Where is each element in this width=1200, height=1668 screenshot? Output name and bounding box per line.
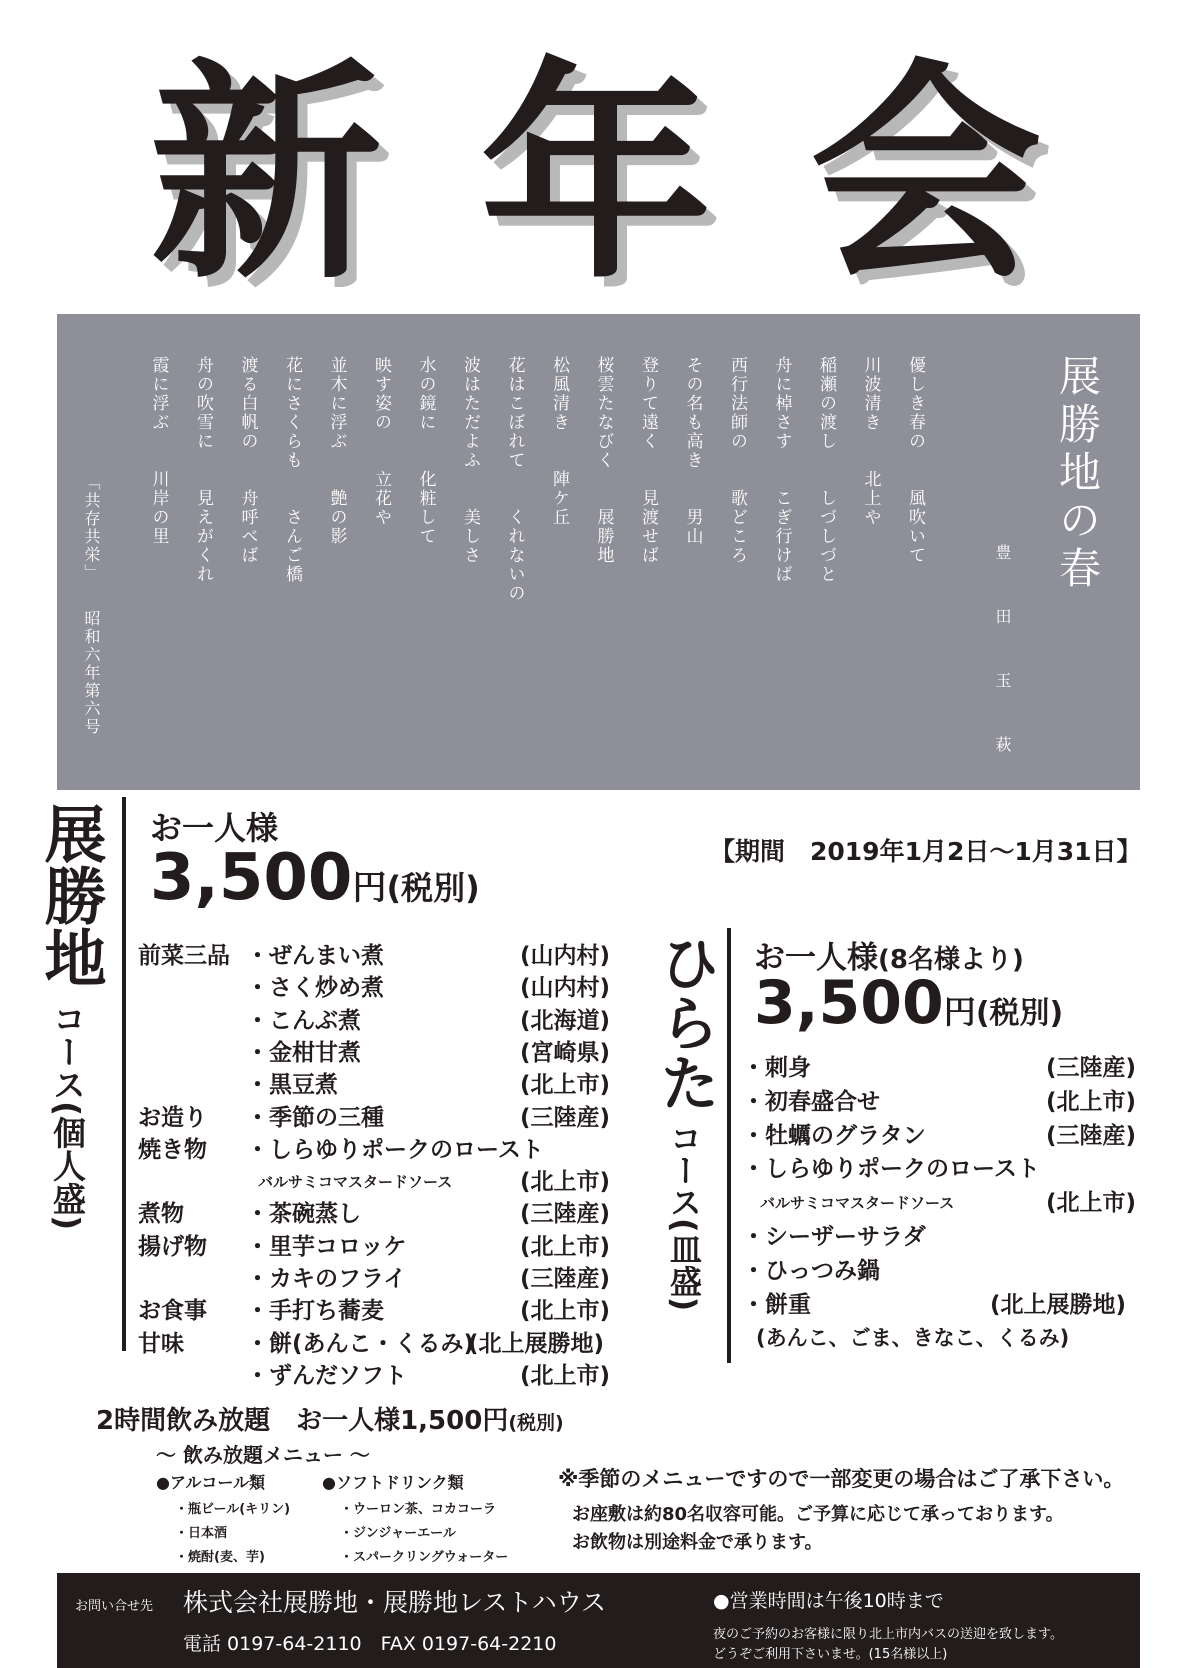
- poem-line: 稲瀬の渡し しづしづと: [816, 356, 836, 584]
- drinks-headline-price: 1,500円: [400, 1406, 509, 1436]
- course-a-price-value: 3,500: [150, 841, 353, 915]
- course-a-item: ・金柑甘煮: [246, 1039, 361, 1066]
- course-b-item: ・シーザーサラダ: [742, 1224, 926, 1250]
- title-char-2: 年: [480, 40, 713, 310]
- poem-line: 並木に浮ぶ 艶の影: [326, 356, 347, 546]
- note-seasonal: ※季節のメニューですので一部変更の場合はご了承下さい。: [558, 1467, 1125, 1491]
- course-a-origin: (北海道): [520, 1007, 611, 1034]
- poem-panel: [57, 314, 1140, 790]
- course-a-origin: (山内村): [520, 943, 611, 969]
- course-b-item: ・刺身: [742, 1055, 811, 1081]
- course-a-row: [138, 1295, 638, 1327]
- course-a-item: ・ぜんまい煮: [246, 943, 384, 969]
- course-a-row: [138, 1005, 638, 1037]
- course-b-row: [742, 1289, 1162, 1321]
- poem-line: 舟に棹さす こぎ行けば: [771, 356, 792, 584]
- drinks-soft-item: ・ウーロン茶、コカコーラ: [340, 1502, 497, 1517]
- course-a-per-person: お一人様: [150, 809, 279, 847]
- course-b-tax: (税別): [975, 996, 1064, 1031]
- course-a-origin: (北上市): [520, 1298, 611, 1325]
- poem-line: 西行法師の 歌どころ: [727, 356, 747, 565]
- poem-line: 舟の吹雪に 見えがくれ: [193, 356, 213, 584]
- contact-footer: [57, 1573, 1140, 1668]
- course-a-category: お造り: [138, 1104, 207, 1131]
- drinks-alcohol-item: ・焼酎(麦、芋): [175, 1550, 265, 1565]
- course-a-item: ・里芋コロッケ: [246, 1233, 407, 1260]
- course-a-row: [138, 1166, 638, 1198]
- poem-line: 波はただよふ 美しさ: [460, 356, 480, 565]
- course-a-origin: (三陸産): [520, 1266, 611, 1292]
- poem-author: 豊 田 玉 萩: [993, 544, 1012, 768]
- poem-title: 展勝地の春: [1053, 354, 1102, 594]
- course-a-row: [138, 1263, 638, 1295]
- course-b-item: ・しらゆりポークのロースト: [742, 1156, 1040, 1183]
- course-a-item: ・茶碗蒸し: [246, 1201, 361, 1228]
- poem-line: 松風清き 陣ケ丘: [549, 356, 569, 527]
- drinks-alcohol-item: ・瓶ビール(キリン): [175, 1502, 291, 1517]
- drinks-headline-tax: (税別): [508, 1412, 564, 1434]
- course-a-origin: (三陸産): [520, 1104, 611, 1131]
- poem-line: 登りて遠く 見渡せば: [638, 356, 658, 565]
- course-b-price: [754, 965, 1063, 1052]
- course-a-category: お食事: [138, 1298, 207, 1325]
- course-b-row: [742, 1153, 1162, 1185]
- phone-fax[interactable]: 電話 0197-64-2110 FAX 0197-64-2210: [183, 1633, 557, 1655]
- title-char-3: 会: [810, 40, 1043, 310]
- title-char-1: 新: [150, 40, 383, 310]
- course-a-item: ・餅(あんこ・くるみ): [246, 1330, 475, 1357]
- course-a-origin: (北上市): [520, 1169, 611, 1196]
- course-a-origin: (宮崎県): [520, 1039, 611, 1066]
- poem-line: 映す姿の 立花や: [371, 356, 391, 527]
- course-a-item: バルサミコマスタードソース: [258, 1173, 453, 1192]
- course-a-yen: 円: [352, 868, 387, 908]
- course-b-item: (あんこ、ごま、きなこ、くるみ): [756, 1326, 1070, 1351]
- drinks-soft-item: ・ジンジャーエール: [340, 1526, 456, 1541]
- course-a-row: [138, 1231, 638, 1263]
- course-b-per-person: お一人様: [754, 940, 878, 976]
- poem-line: 優しき春の 風吹いて: [905, 356, 925, 565]
- course-a-item: ・こんぶ煮: [246, 1007, 361, 1034]
- page-title: [150, 40, 1050, 310]
- period-label: 【期間 2019年1月2日〜1月31日】: [710, 837, 1142, 866]
- contact-label: お問い合せ先: [75, 1599, 154, 1614]
- poem-line: 花にさくらも さんご橋: [282, 356, 302, 584]
- course-a-origin: (北上市): [520, 1233, 611, 1260]
- course-a-suffix: コース(個人盛): [48, 1002, 87, 1231]
- course-b-note: (8名様より): [878, 945, 1024, 975]
- bus-service-note: 夜のご予約のお客様に限り北上市内バスの送迎を致します。: [713, 1627, 1063, 1642]
- course-b-row: [742, 1322, 1162, 1354]
- course-a-row: [138, 1328, 638, 1360]
- course-b-row: [742, 1187, 1162, 1219]
- course-a-row: [138, 1069, 638, 1101]
- course-a-name: 展勝地: [34, 802, 107, 988]
- course-a-row: [138, 1198, 638, 1230]
- poem-line: 花はこぼれて くれないの: [504, 356, 525, 603]
- course-b-origin: (北上市): [1046, 1088, 1137, 1115]
- poem-line: 川波清き 北上や: [860, 356, 881, 527]
- course-a-item: ・カキのフライ: [246, 1266, 407, 1292]
- course-b-row: [742, 1086, 1162, 1118]
- course-a-origin: (三陸産): [520, 1201, 611, 1228]
- course-a-row: [138, 1134, 638, 1166]
- poem-line: その名も高き 男山: [682, 356, 703, 546]
- drinks-headline: [96, 1400, 564, 1437]
- course-a-origin: (北上市): [520, 1072, 611, 1099]
- course-b-row: [742, 1221, 1162, 1253]
- course-b-item: ・牡蠣のグラタン: [742, 1122, 926, 1149]
- drinks-soft-title: ●ソフトドリンク類: [322, 1473, 464, 1492]
- company-name: 株式会社展勝地・展勝地レストハウス: [183, 1588, 607, 1617]
- course-a-origin: (北上市): [520, 1362, 611, 1389]
- course-b-divider: [727, 928, 731, 1363]
- drinks-alcohol-item: ・日本酒: [175, 1526, 228, 1541]
- course-b-origin: (三陸産): [1046, 1055, 1137, 1081]
- course-a-row: [138, 1037, 638, 1069]
- course-a-item: ・季節の三種: [246, 1104, 384, 1131]
- poem-source: 「共存共栄」 昭和六年第六号: [82, 474, 101, 736]
- course-a-category: 焼き物: [138, 1136, 207, 1163]
- course-b-yen: 円: [943, 993, 976, 1031]
- course-b-item: ・初春盛合せ: [742, 1088, 880, 1115]
- course-b-origin: (三陸産): [1046, 1122, 1137, 1149]
- course-a-item: ・ずんだソフト: [246, 1362, 407, 1389]
- course-a-row: [138, 1360, 638, 1392]
- poem-line: 桜雲たなびく 展勝地: [593, 356, 614, 565]
- course-b-item: ・ひっつみ鍋: [742, 1257, 880, 1284]
- course-b-name: ひらた: [650, 932, 720, 1112]
- course-b-price-value: 3,500: [754, 968, 944, 1038]
- course-a-category: 甘味: [138, 1330, 184, 1357]
- course-a-category: 揚げ物: [138, 1233, 207, 1260]
- note-capacity: お座敷は約80名収容可能。ご予算に応じて承っております。: [572, 1504, 1064, 1525]
- course-a-divider: [122, 797, 126, 1351]
- course-a-tax: (税別): [386, 869, 480, 907]
- drinks-soft-item: ・スパークリングウォーター: [340, 1550, 509, 1565]
- course-a-row: [138, 1102, 638, 1134]
- course-a-item: ・黒豆煮: [246, 1072, 338, 1099]
- course-a-category: 煮物: [138, 1201, 184, 1228]
- course-b-suffix: コース(皿盛): [665, 1122, 703, 1312]
- course-a-price: [150, 838, 480, 928]
- course-b-item: ・餅重: [742, 1291, 811, 1318]
- course-a-category: 前菜三品: [138, 943, 230, 969]
- drinks-headline-text: 2時間飲み放題 お一人様: [96, 1406, 401, 1436]
- course-b-origin: (北上市): [1046, 1190, 1137, 1217]
- poem-line: 水の鏡に 化粧して: [415, 356, 436, 546]
- business-hours: ●営業時間は午後10時まで: [713, 1590, 944, 1612]
- course-a-item: ・さく炒め煮: [246, 975, 384, 1002]
- course-b-origin: (北上展勝地): [990, 1291, 1127, 1318]
- poem-line: 霞に浮ぶ 川岸の里: [148, 356, 169, 546]
- course-b-row: [742, 1052, 1162, 1084]
- drinks-menu-title: 〜 飲み放題メニュー 〜: [156, 1443, 370, 1467]
- course-a-origin: (山内村): [520, 975, 611, 1002]
- course-b-row: [742, 1120, 1162, 1152]
- course-a-row: [138, 940, 638, 972]
- drinks-alcohol-title: ●アルコール類: [156, 1473, 266, 1492]
- course-b-item: バルサミコマスタードソース: [760, 1194, 955, 1213]
- course-a-origin: (北上展勝地): [468, 1330, 605, 1357]
- poem-line: 渡る白帆の 舟呼べば: [237, 356, 258, 565]
- bus-service-note-2: どうぞご利用下さいませ。(15名様以上): [713, 1647, 948, 1662]
- course-a-row: [138, 972, 638, 1004]
- note-drinks-charge: お飲物は別途料金で承ります。: [572, 1532, 823, 1553]
- course-a-item: ・しらゆりポークのロースト: [246, 1136, 544, 1163]
- course-a-item: ・手打ち蕎麦: [246, 1298, 384, 1325]
- course-b-row: [742, 1255, 1162, 1287]
